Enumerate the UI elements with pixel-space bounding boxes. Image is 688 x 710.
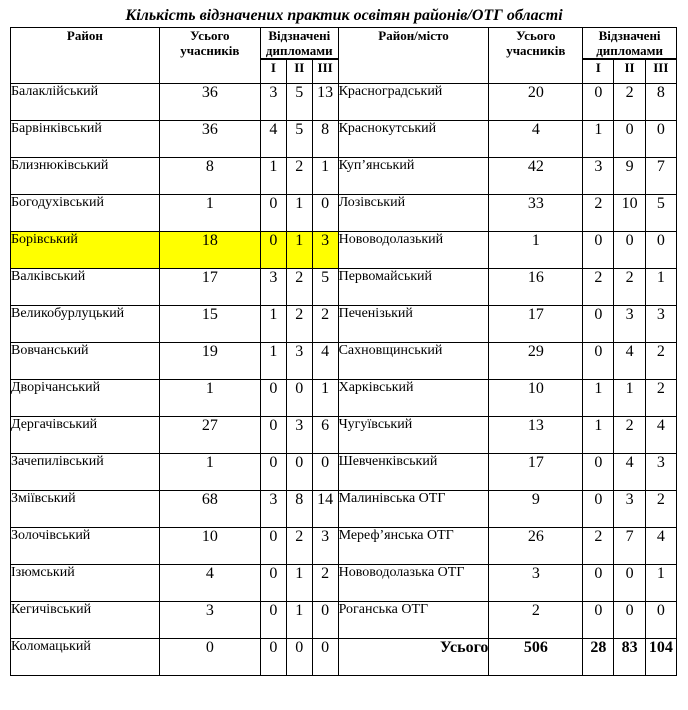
header-diploma-1: I	[260, 60, 286, 84]
header-diplomas: Відзначені дипломами	[260, 28, 338, 60]
district-diploma-d1: 0	[260, 232, 286, 269]
city-total: 16	[489, 269, 583, 306]
city-diploma-d2: 10	[614, 195, 645, 232]
district-diploma-d1: 3	[260, 269, 286, 306]
district-diploma-d1: 1	[260, 158, 286, 195]
city-diploma-d1: 0	[583, 306, 614, 343]
city-diploma-d2: 1	[614, 380, 645, 417]
city-name: Нововодолазька ОТГ	[338, 565, 489, 602]
district-name: Борівський	[11, 232, 160, 269]
district-diploma-d1: 1	[260, 306, 286, 343]
district-total: 36	[159, 84, 260, 121]
district-diploma-d3: 2	[312, 565, 338, 602]
header-diplomas-2: Відзначені дипломами	[583, 28, 677, 60]
city-total: 4	[489, 121, 583, 158]
district-diploma-d3: 0	[312, 454, 338, 491]
table-row	[11, 417, 677, 454]
city-diploma-d3: 7	[645, 158, 676, 195]
city-diploma-d2: 2	[614, 84, 645, 121]
table-row	[11, 528, 677, 565]
table-row	[11, 454, 677, 491]
district-diploma-d3: 1	[312, 158, 338, 195]
district-diploma-d3: 3	[312, 528, 338, 565]
header-total: Усього учасників	[159, 28, 260, 84]
table-row	[11, 380, 677, 417]
district-total: 68	[159, 491, 260, 528]
district-diploma-d2: 2	[286, 269, 312, 306]
city-name: Нововодолазький	[338, 232, 489, 269]
district-diploma-d1: 0	[260, 639, 286, 676]
header-diploma-1-right: I	[583, 60, 614, 84]
district-total: 15	[159, 306, 260, 343]
table-row	[11, 158, 677, 195]
district-diploma-d3: 8	[312, 121, 338, 158]
city-diploma-d2: 0	[614, 565, 645, 602]
header-diploma-3-right: III	[645, 60, 676, 84]
district-diploma-d3: 14	[312, 491, 338, 528]
district-diploma-d3: 0	[312, 195, 338, 232]
city-total: 26	[489, 528, 583, 565]
city-diploma-d1: 0	[583, 602, 614, 639]
district-name: Близнюківський	[11, 158, 160, 195]
city-diploma-d1: 1	[583, 121, 614, 158]
city-diploma-d3: 0	[645, 121, 676, 158]
table-row	[11, 269, 677, 306]
district-total: 27	[159, 417, 260, 454]
district-diploma-d2: 1	[286, 602, 312, 639]
header-diploma-2: II	[286, 60, 312, 84]
district-total: 10	[159, 528, 260, 565]
table-row	[11, 121, 677, 158]
district-diploma-d1: 0	[260, 565, 286, 602]
city-diploma-d2: 2	[614, 269, 645, 306]
city-diploma-d1: 1	[583, 380, 614, 417]
header-diploma-2-right: II	[614, 60, 645, 84]
district-diploma-d2: 1	[286, 232, 312, 269]
district-total: 4	[159, 565, 260, 602]
district-diploma-d2: 3	[286, 417, 312, 454]
table-row	[11, 491, 677, 528]
district-name: Вовчанський	[11, 343, 160, 380]
city-diploma-d2: 4	[614, 454, 645, 491]
city-diploma-d1: 0	[583, 491, 614, 528]
district-diploma-d1: 0	[260, 195, 286, 232]
header-diploma-3: III	[312, 60, 338, 84]
district-name: Дворічанський	[11, 380, 160, 417]
city-diploma-d2: 4	[614, 343, 645, 380]
city-diploma-d3: 2	[645, 380, 676, 417]
district-diploma-d3: 0	[312, 639, 338, 676]
city-diploma-d2: 7	[614, 528, 645, 565]
district-diploma-d2: 0	[286, 380, 312, 417]
city-total: 10	[489, 380, 583, 417]
district-diploma-d2: 1	[286, 195, 312, 232]
city-diploma-d3: 4	[645, 528, 676, 565]
city-name: Малинівська ОТГ	[338, 491, 489, 528]
city-name: Мереф’янська ОТГ	[338, 528, 489, 565]
district-diploma-d1: 0	[260, 454, 286, 491]
city-total: 2	[489, 602, 583, 639]
city-name: Лозівський	[338, 195, 489, 232]
district-name: Кегичівський	[11, 602, 160, 639]
district-total: 3	[159, 602, 260, 639]
city-diploma-d1: 2	[583, 195, 614, 232]
header-district: Район	[11, 28, 160, 84]
table-row	[11, 232, 677, 269]
city-diploma-d1: 2	[583, 528, 614, 565]
city-diploma-d1: 0	[583, 454, 614, 491]
district-total: 1	[159, 195, 260, 232]
district-name: Богодухівський	[11, 195, 160, 232]
grand-total-diploma-d1: 28	[583, 639, 614, 676]
district-diploma-d2: 2	[286, 306, 312, 343]
city-diploma-d3: 2	[645, 343, 676, 380]
district-total: 18	[159, 232, 260, 269]
city-total: 33	[489, 195, 583, 232]
district-diploma-d2: 5	[286, 84, 312, 121]
district-diploma-d3: 5	[312, 269, 338, 306]
city-diploma-d1: 0	[583, 343, 614, 380]
city-diploma-d2: 0	[614, 121, 645, 158]
city-diploma-d2: 3	[614, 306, 645, 343]
city-diploma-d1: 0	[583, 232, 614, 269]
table-row	[11, 602, 677, 639]
city-diploma-d1: 0	[583, 565, 614, 602]
district-name: Зачепилівський	[11, 454, 160, 491]
city-diploma-d2: 2	[614, 417, 645, 454]
district-diploma-d3: 6	[312, 417, 338, 454]
city-name: Печенізький	[338, 306, 489, 343]
district-total: 19	[159, 343, 260, 380]
district-name: Барвінківський	[11, 121, 160, 158]
header-city: Район/місто	[338, 28, 489, 84]
district-diploma-d1: 0	[260, 528, 286, 565]
city-total: 29	[489, 343, 583, 380]
table-row	[11, 195, 677, 232]
city-total: 42	[489, 158, 583, 195]
city-total: 20	[489, 84, 583, 121]
city-name: Роганська ОТГ	[338, 602, 489, 639]
district-diploma-d3: 3	[312, 232, 338, 269]
city-name: Краснокутський	[338, 121, 489, 158]
city-diploma-d2: 0	[614, 602, 645, 639]
city-diploma-d3: 1	[645, 565, 676, 602]
district-diploma-d1: 0	[260, 380, 286, 417]
district-name: Золочівський	[11, 528, 160, 565]
table-row	[11, 565, 677, 602]
district-diploma-d1: 3	[260, 84, 286, 121]
district-diploma-d1: 1	[260, 343, 286, 380]
table-row-total	[11, 639, 677, 676]
city-diploma-d1: 2	[583, 269, 614, 306]
grand-total-diploma-d2: 83	[614, 639, 645, 676]
practices-table	[10, 27, 677, 676]
grand-total-label: Усього	[338, 639, 489, 676]
district-diploma-d2: 5	[286, 121, 312, 158]
city-total: 9	[489, 491, 583, 528]
city-name: Чугуївський	[338, 417, 489, 454]
city-total: 1	[489, 232, 583, 269]
district-diploma-d2: 0	[286, 639, 312, 676]
city-name: Куп’янський	[338, 158, 489, 195]
district-diploma-d2: 3	[286, 343, 312, 380]
city-diploma-d3: 0	[645, 232, 676, 269]
city-total: 17	[489, 454, 583, 491]
district-diploma-d3: 2	[312, 306, 338, 343]
city-diploma-d2: 3	[614, 491, 645, 528]
grand-total-count: 506	[489, 639, 583, 676]
city-diploma-d1: 0	[583, 84, 614, 121]
district-name: Великобурлуцький	[11, 306, 160, 343]
district-diploma-d2: 8	[286, 491, 312, 528]
district-diploma-d2: 1	[286, 565, 312, 602]
district-diploma-d1: 4	[260, 121, 286, 158]
city-diploma-d3: 5	[645, 195, 676, 232]
table-row	[11, 84, 677, 121]
district-name: Дергачівський	[11, 417, 160, 454]
city-name: Красноградський	[338, 84, 489, 121]
district-diploma-d1: 3	[260, 491, 286, 528]
district-diploma-d2: 0	[286, 454, 312, 491]
district-total: 1	[159, 454, 260, 491]
district-name: Балаклійський	[11, 84, 160, 121]
district-total: 36	[159, 121, 260, 158]
district-diploma-d2: 2	[286, 528, 312, 565]
city-diploma-d3: 4	[645, 417, 676, 454]
district-diploma-d1: 0	[260, 602, 286, 639]
city-diploma-d1: 3	[583, 158, 614, 195]
city-name: Первомайський	[338, 269, 489, 306]
district-name: Валківський	[11, 269, 160, 306]
district-total: 0	[159, 639, 260, 676]
district-diploma-d3: 0	[312, 602, 338, 639]
city-name: Шевченківський	[338, 454, 489, 491]
city-diploma-d2: 9	[614, 158, 645, 195]
city-diploma-d3: 2	[645, 491, 676, 528]
grand-total-diploma-d3: 104	[645, 639, 676, 676]
city-total: 3	[489, 565, 583, 602]
table-row	[11, 343, 677, 380]
district-total: 8	[159, 158, 260, 195]
district-diploma-d2: 2	[286, 158, 312, 195]
city-diploma-d3: 3	[645, 454, 676, 491]
city-diploma-d3: 3	[645, 306, 676, 343]
city-diploma-d2: 0	[614, 232, 645, 269]
district-total: 17	[159, 269, 260, 306]
city-diploma-d3: 0	[645, 602, 676, 639]
city-name: Сахновщинський	[338, 343, 489, 380]
city-diploma-d3: 1	[645, 269, 676, 306]
table-title: Кількість відзначених практик освітян районів/ОТГ області	[125, 7, 563, 24]
city-diploma-d3: 8	[645, 84, 676, 121]
header-total-2: Усього учасників	[489, 28, 583, 84]
district-total: 1	[159, 380, 260, 417]
city-total: 17	[489, 306, 583, 343]
district-name: Ізюмський	[11, 565, 160, 602]
district-diploma-d1: 0	[260, 417, 286, 454]
city-total: 13	[489, 417, 583, 454]
table-row	[11, 306, 677, 343]
district-name: Коломацький	[11, 639, 160, 676]
city-name: Харківський	[338, 380, 489, 417]
district-name: Зміївський	[11, 491, 160, 528]
city-diploma-d1: 1	[583, 417, 614, 454]
district-diploma-d3: 13	[312, 84, 338, 121]
district-diploma-d3: 1	[312, 380, 338, 417]
district-diploma-d3: 4	[312, 343, 338, 380]
